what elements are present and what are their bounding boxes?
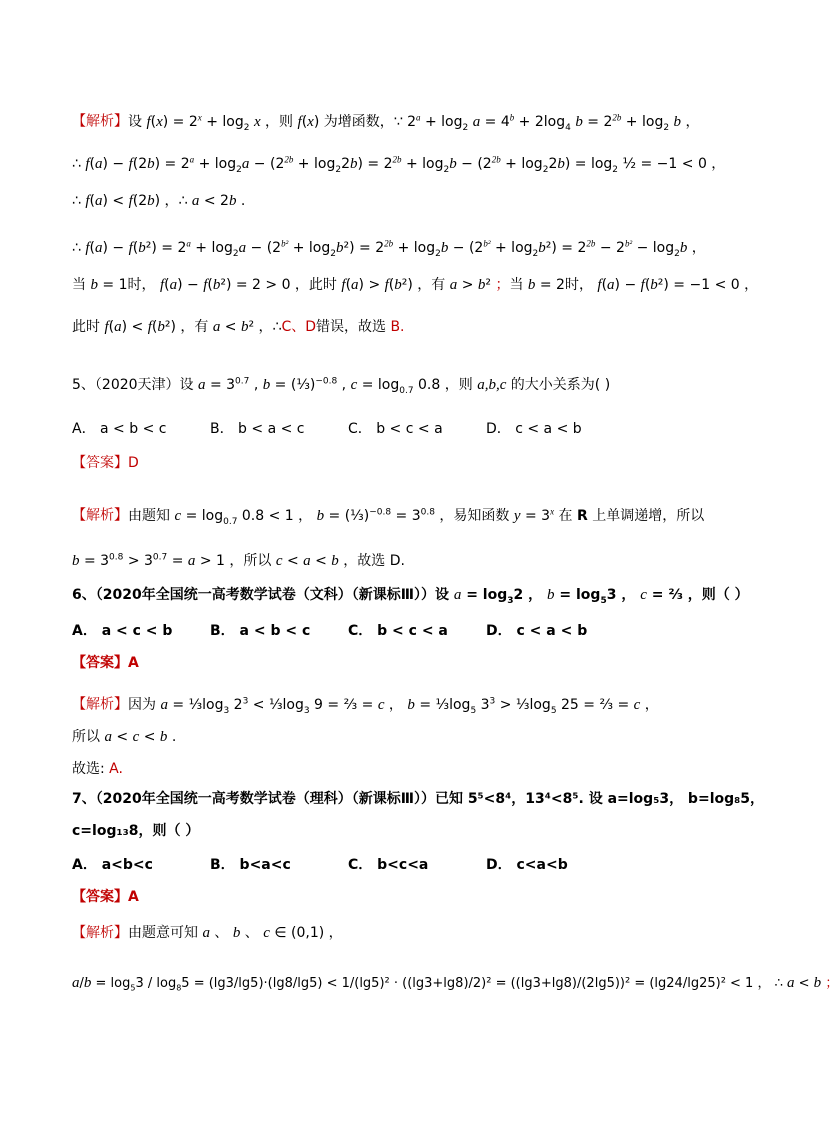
- q6-conclusion: [72, 758, 734, 780]
- q7-option-c: C． b<c<a: [348, 857, 429, 873]
- q6-option-b: B． a < b < c: [210, 623, 311, 639]
- q6-stem: [72, 584, 749, 612]
- q7-analysis-2: [72, 972, 838, 1000]
- q7-stem-1: 7、（2020年全国统一高考数学试卷（理科）（新课标Ⅲ））已知 5⁵<8⁴，13⁴<8⁵. 设 a=log₅3， b=log₈5，: [72, 791, 765, 807]
- q6-conclusion-text: 故选: A.: [72, 761, 123, 777]
- q6-stem-text: 6、（2020年全国统一高考数学试卷（文科）（新课标Ⅲ））设 $a = \log_32$ ， $b = \log_53$ ， c = ⅔ ，则（ ）: [72, 587, 749, 606]
- q5-option-b: B． b < a < c: [210, 421, 305, 437]
- q7-option-d: D． c<a<b: [486, 857, 568, 873]
- q6-option-c: C． b < c < a: [348, 623, 448, 639]
- analysis-line-5: [72, 274, 759, 296]
- q6-analysis-2: [72, 726, 734, 748]
- q7-answer: 【答案】A: [72, 889, 139, 905]
- analysis-line-4: [72, 232, 734, 264]
- q7-analysis-1: [72, 922, 734, 944]
- q7-stem-2: c=log₁₃8，则（ ）: [72, 823, 200, 839]
- q6-option-a: A． a < c < b: [72, 623, 173, 639]
- q5-option-c: C． b < c < a: [348, 421, 443, 437]
- q5-options: [72, 418, 734, 440]
- analysis-line-6: [72, 316, 734, 338]
- analysis-tag: 【解析】: [72, 113, 128, 130]
- q7-analysis-tag: 【解析】: [72, 925, 128, 941]
- q5-stem-text: 5、（2020天津）设 $a = 3^{0.7}$ , b = (⅓)$^{-0.8}$ , $c = \log_{0.7} 0.8$ ，则 a,b,c 的大小关系为( ): [72, 376, 611, 396]
- q6-analysis-text-2: 所以 a < c < b .: [72, 729, 177, 745]
- q7-analysis-text-2: $a/b = \log_53 / \log_85 = (\lg 3/\lg 5)\cdot(\lg 8/\lg 5) < 1/(\lg 5)^2 \cdot ((\lg 3+\lg 8)/2)^2 = ((\lg 3+\lg 8)/(2\lg 5))^2 = (\lg 24/\lg 25)^2 < 1$ ， ∴ a < b ；: [72, 975, 838, 993]
- q6-analysis-1: [72, 690, 734, 721]
- q6-answer: 【答案】A: [72, 655, 139, 671]
- q7-analysis-text: 由题意可知 a 、 b 、 c ∈ (0,1) ，: [128, 925, 343, 941]
- analysis-line-3: [72, 190, 734, 212]
- q7-option-b: B． b<a<c: [210, 857, 291, 873]
- q6-analysis-text: 因为 $a = \frac{1}{3}\log_3$ $2^3$ < $\frac{1}{3}\log_3$ 9 = ⅔ = c ， $b = \frac{1}{3}\log_5$ $3^3$ > $\frac{1}{3}\log_5$ 25 = ⅔ = c ，: [128, 696, 659, 716]
- q5-option-d: D． c < a < b: [486, 421, 582, 437]
- q5-analysis-tag: 【解析】: [72, 507, 128, 524]
- derivation-2: ∴ f(a) < f(2b) ，∴ a < 2b .: [72, 193, 246, 209]
- derivation-4: 当 b = 1时， f(a) − f(b²) = 2 > 0 ，此时 f(a) > f(b²) ，有 a > b² ；当 b = 2时， f(a) − f(b²) = −1 < 0 ，: [72, 277, 759, 293]
- analysis-line-2: [72, 148, 734, 180]
- q6-option-d: D． c < a < b: [486, 623, 588, 639]
- analysis-text-visible: 设 $f(x) = 2^x + \log_2 x$ ，则 f(x) 为增函数，∵ $2^a + \log_2 a = 4^b + 2\log_4$ $b = 2^{2b} + \log_2 b$ ，: [128, 112, 700, 133]
- derivation-1: ∴ $f(a) - f(2b) = 2^a + \log_2a - (2^{2b} + \log_22b) = 2^{2b} + \log_2b - (2^{2b} + \log_22b) = \log_2$ ½ = −1 < 0 ，: [72, 154, 726, 175]
- q6-options: [72, 620, 734, 642]
- q5-analysis-text-2: $b = 3^{0.8} > 3^{0.7} = a > 1$ ，所以 c < a < b ，故选 D.: [72, 552, 405, 569]
- q5-answer: 【答案】D: [72, 455, 139, 471]
- q7-options: [72, 854, 734, 876]
- q6-analysis-tag: 【解析】: [72, 696, 128, 713]
- q5-analysis-2: [72, 546, 734, 572]
- derivation-5: 此时 f(a) < f(b²) ，有 a < b² ，∴C、D错误，故选 B.: [72, 319, 405, 335]
- q7-option-a: A． a<b<c: [72, 857, 153, 873]
- analysis-line-1: [72, 106, 734, 138]
- q5-analysis-1: [72, 500, 734, 532]
- q5-analysis-text: 由题知 $c = \log_{0.7} 0.8 < 1$ ， b = (⅓)$^{-0.8}$ = $3^{0.8}$ ，易知函数 $y = 3^x$ 在 R 上单调递增，所以: [128, 506, 705, 527]
- derivation-3: ∴ $f(a) - f(b^2) = 2^a + \log_2a - (2^{b^2} + \log_2b^2) = 2^{2b} + \log_2b - (2^{b^2} + \log_2b^2) = 2^{2b} - 2^{b^2} - \log_2b$ ，: [72, 238, 706, 259]
- q5-stem: [72, 370, 734, 401]
- q5-option-a: A． a < b < c: [72, 421, 167, 437]
